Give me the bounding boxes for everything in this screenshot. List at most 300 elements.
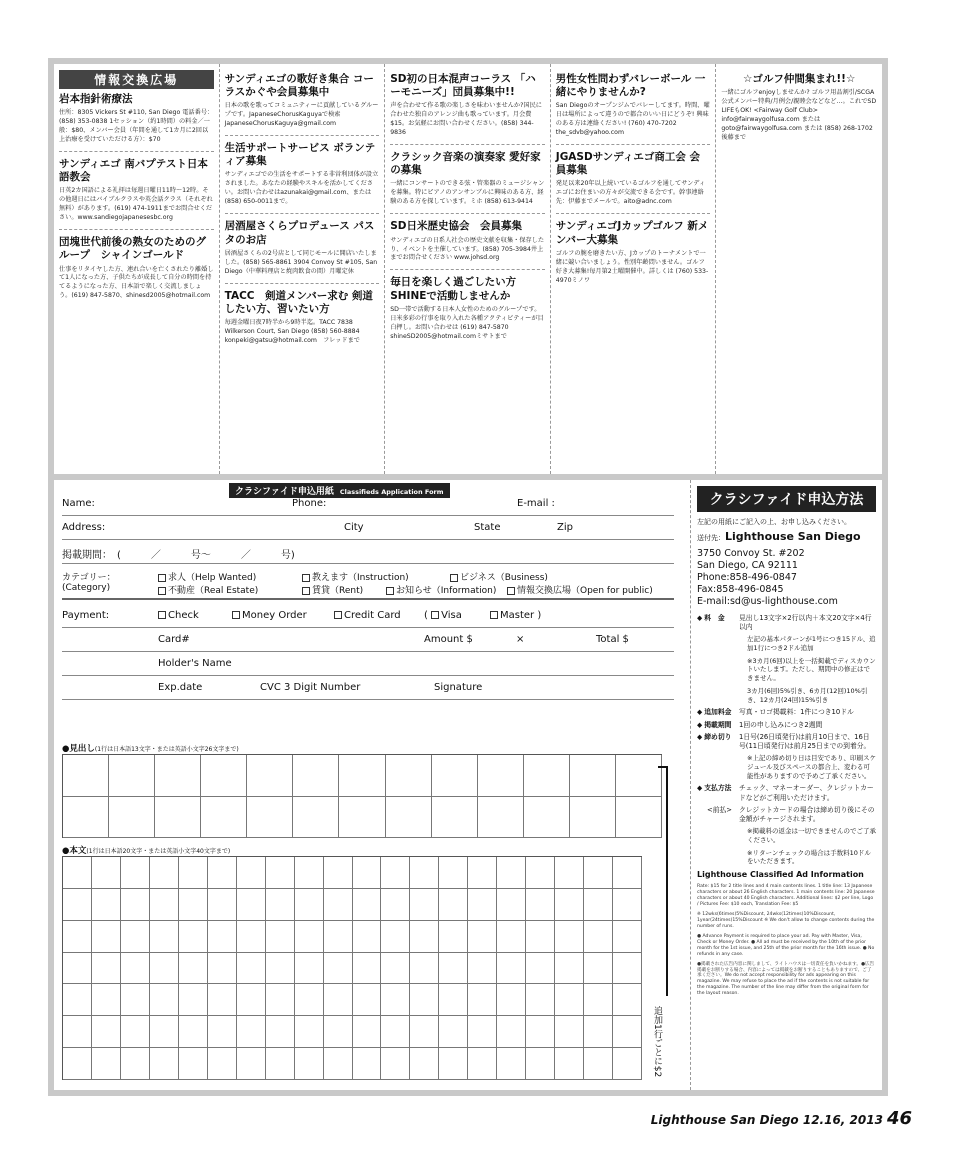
grid-cell[interactable]: [247, 755, 293, 797]
ad-body: 日英2カ国語による礼拝は毎週日曜日11時〜12時。その他週日にはバイブルクラスや英会話クラス（それぞれ無料）があります。(619) 474-1911までお問合せください。www.sandiegojapanesesbc.org: [59, 187, 213, 222]
grid-cell[interactable]: [179, 921, 208, 953]
ad-body: 声を合わせて作る歌の楽しさを味わいませんか?国民に合わせた独自のアレンジ曲も歌っています。月会費$15。お気軽にお問い合わせください。(858) 344-9836: [390, 102, 542, 137]
grid-cell[interactable]: [468, 1016, 497, 1048]
grid-cell[interactable]: [381, 889, 410, 921]
headline-title: ●見出し: [62, 744, 95, 754]
grid-cell[interactable]: [339, 797, 385, 839]
grid-cell[interactable]: [208, 953, 237, 985]
grid-cell[interactable]: [150, 953, 179, 985]
grid-cell[interactable]: [555, 921, 584, 953]
grid-cell[interactable]: [439, 921, 468, 953]
payment-credit-card[interactable]: [334, 610, 401, 621]
grid-cell[interactable]: [526, 921, 555, 953]
grid-cell[interactable]: [526, 857, 555, 889]
address-row: [62, 518, 674, 540]
category-row: [62, 566, 674, 600]
pay-note: ※掲載料の返金は一切できませんのでご了承ください。: [747, 827, 876, 844]
fee-text: 見出し13文字×2行以内＋本文20文字×4行以内: [739, 613, 872, 631]
grid-cell[interactable]: [121, 1048, 150, 1080]
english-info: ※ 12wks(6times)5%Discount, 24wks(12times)10%Discount, 1year(24times)15%Discount ※ We don't allow to change contents during the number of runs.: [697, 911, 875, 929]
grid-cell[interactable]: [237, 953, 266, 985]
card-number-field[interactable]: Card#: [158, 634, 190, 645]
grid-cell[interactable]: [150, 1048, 179, 1080]
grid-cell[interactable]: [179, 984, 208, 1016]
fee-note: 3カ月(6回)5%引き、6カ月(12回)10%引き、12カ月(24回)15%引き: [747, 686, 868, 704]
grid-cell[interactable]: [324, 889, 353, 921]
info-header: 情報交換広場: [59, 70, 214, 89]
grid-cell[interactable]: [208, 889, 237, 921]
grid-cell[interactable]: [237, 857, 266, 889]
grid-cell[interactable]: [63, 953, 92, 985]
category-real-estate[interactable]: [158, 583, 258, 596]
grid-cell[interactable]: [381, 1048, 410, 1080]
grid-cell[interactable]: [266, 984, 295, 1016]
phone-field[interactable]: Phone:: [292, 498, 327, 509]
grid-cell[interactable]: [324, 857, 353, 889]
grid-cell[interactable]: [432, 797, 478, 839]
grid-cell[interactable]: [208, 1016, 237, 1048]
holder-row: [62, 654, 674, 676]
state-field[interactable]: State: [474, 522, 501, 533]
grid-cell[interactable]: [353, 1048, 382, 1080]
grid-cell[interactable]: [208, 921, 237, 953]
payment-check[interactable]: [158, 610, 199, 621]
grid-cell[interactable]: [497, 984, 526, 1016]
grid-cell[interactable]: [150, 984, 179, 1016]
extra-label: 追加料金: [704, 708, 732, 717]
category-help-wanted[interactable]: [158, 570, 256, 583]
grid-cell[interactable]: [150, 1016, 179, 1048]
english-info: Rate: $15 for 2 title lines and 4 main contents lines. 1 title line: 13 Japanese characters or about 26 English characters. 1 main contents line: 20 Japanese characters or about 40 English characters. Additional lines: $2 per line, Logo / Pictures Fee: $10 each, Translation Fee: $5: [697, 883, 875, 907]
grid-cell[interactable]: [439, 984, 468, 1016]
checkbox[interactable]: [431, 611, 439, 619]
grid-cell[interactable]: [237, 921, 266, 953]
grid-cell[interactable]: [237, 1048, 266, 1080]
grid-cell[interactable]: [150, 889, 179, 921]
grid-cell[interactable]: [121, 889, 150, 921]
checkbox[interactable]: [334, 611, 342, 619]
grid-cell[interactable]: [295, 1048, 324, 1080]
headline-label: [62, 742, 239, 754]
checkbox-label: 賃貸（Rent): [312, 586, 364, 596]
info-exchange-section: [54, 64, 882, 474]
zip-field[interactable]: Zip: [557, 522, 573, 533]
grid-cell[interactable]: [468, 921, 497, 953]
grid-cell[interactable]: [201, 797, 247, 839]
grid-cell[interactable]: [266, 889, 295, 921]
application-form: [54, 480, 682, 1090]
grid-cell[interactable]: [324, 1016, 353, 1048]
grid-cell[interactable]: [295, 984, 324, 1016]
grid-cell[interactable]: [524, 797, 570, 839]
grid-cell[interactable]: [121, 1016, 150, 1048]
category-open-public[interactable]: [507, 583, 653, 596]
grid-cell[interactable]: [410, 921, 439, 953]
category-label: カテゴリー：: [62, 573, 116, 583]
grid-cell[interactable]: [324, 1048, 353, 1080]
grid-cell[interactable]: [410, 984, 439, 1016]
ad-title: 団塊世代前後の熟女のためのグループ シャインゴールド: [59, 236, 206, 262]
grid-cell[interactable]: [121, 953, 150, 985]
ad-body: 日本の歌を歌ってコミュニティーに貢献しているグループです。JapaneseChorusKaguyaで検索 JapaneseChorusKaguya@gmail.com: [224, 102, 379, 128]
ad-item: [225, 220, 380, 283]
ad-title: 居酒屋さくらプロデュース パスタのお店: [224, 220, 375, 246]
grid-cell[interactable]: [208, 984, 237, 1016]
grid-cell[interactable]: [324, 953, 353, 985]
grid-cell[interactable]: [295, 921, 324, 953]
checkbox[interactable]: [490, 611, 498, 619]
grid-cell[interactable]: [381, 857, 410, 889]
grid-cell[interactable]: [613, 857, 642, 889]
grid-cell[interactable]: [63, 921, 92, 953]
ad-body: San Diegoのオープンジムでバレーしてます。時間、曜日は場所によって違うので都合のいい日にどうぞ! 興味のある方は連絡ください! (760) 470-7202 the_sdvb@yahoo.com: [555, 102, 710, 137]
grid-cell[interactable]: [439, 889, 468, 921]
checkbox[interactable]: [386, 587, 394, 595]
checkbox[interactable]: [232, 611, 240, 619]
grid-cell[interactable]: [201, 755, 247, 797]
address-line: San Diego, CA 92111: [697, 560, 798, 572]
grid-cell[interactable]: [295, 889, 324, 921]
grid-cell[interactable]: [613, 984, 642, 1016]
checkbox-label: Check: [168, 610, 199, 621]
ad-item: [225, 290, 380, 352]
body-note: (1行は日本語20文字・または英語小文字40文字まで): [86, 848, 231, 855]
ad-body: サンディエゴの日系人社会の歴史文献を収集・保存したり、イベントを主催しています。(858) 705-3984井上までお問合せください www.johsd.org: [390, 236, 545, 262]
grid-cell[interactable]: [150, 857, 179, 889]
page-footer: [651, 1108, 912, 1129]
grid-cell[interactable]: [92, 1048, 121, 1080]
body-grid[interactable]: [62, 856, 642, 1080]
grid-cell[interactable]: [468, 889, 497, 921]
grid-cell[interactable]: [237, 1016, 266, 1048]
classified-page: [48, 58, 888, 1096]
grid-cell[interactable]: [555, 984, 584, 1016]
category-rent[interactable]: [302, 583, 363, 596]
ad-item: [556, 151, 711, 214]
email-field[interactable]: E-mail :: [517, 498, 555, 509]
checkbox[interactable]: [158, 587, 166, 595]
grid-cell[interactable]: [63, 889, 92, 921]
grid-cell[interactable]: [381, 1016, 410, 1048]
grid-cell[interactable]: [555, 953, 584, 985]
amount-field[interactable]: Amount $: [424, 634, 473, 645]
ad-item: [225, 73, 380, 136]
grid-cell[interactable]: [293, 797, 339, 839]
grid-cell[interactable]: [613, 889, 642, 921]
pay-label: 支払方法: [704, 784, 732, 793]
grid-cell[interactable]: [63, 984, 92, 1016]
grid-cell[interactable]: [613, 921, 642, 953]
grid-cell[interactable]: [295, 953, 324, 985]
ad-body: 毎週金曜日夜7時半から9時半迄。TACC 7838 Wilkerson Court, San Diego (858) 560-8884 konpeki@gatsu@hotmail.com フレッドまで: [224, 318, 360, 344]
grid-cell[interactable]: [247, 797, 293, 839]
ads-column-4: [551, 64, 717, 474]
checkbox-label: 不動産（Real Estate): [168, 586, 259, 596]
grid-cell[interactable]: [179, 953, 208, 985]
grid-cell[interactable]: [92, 857, 121, 889]
checkbox[interactable]: [158, 574, 166, 582]
payment-row: [62, 606, 674, 628]
grid-cell[interactable]: [497, 953, 526, 985]
grid-cell[interactable]: [497, 857, 526, 889]
payment-visa[interactable]: ( Visa: [424, 610, 462, 621]
grid-cell[interactable]: [613, 1048, 642, 1080]
ad-title: SD日米歴史協会 会員募集: [390, 220, 522, 233]
signature-field[interactable]: Signature: [434, 682, 483, 693]
extra-row: ◆ 追加料金 写真・ロゴ掲載料：1件につき10ドル: [697, 708, 854, 717]
grid-cell[interactable]: [266, 1048, 295, 1080]
grid-cell[interactable]: [410, 889, 439, 921]
grid-cell[interactable]: [555, 1016, 584, 1048]
grid-cell[interactable]: [324, 921, 353, 953]
grid-cell[interactable]: [237, 889, 266, 921]
name-field[interactable]: Name:: [62, 498, 95, 509]
grid-cell[interactable]: [584, 921, 613, 953]
grid-cell[interactable]: [266, 921, 295, 953]
grid-cell[interactable]: [410, 1016, 439, 1048]
grid-cell[interactable]: [295, 857, 324, 889]
checkbox[interactable]: [158, 611, 166, 619]
grid-cell[interactable]: [339, 755, 385, 797]
ad-body: SD一帯で活動する日本人女性のためのグループです。日米多彩の行事を取り入れた各種アクティビティーが目白押し。お問い合わせは (619) 847-5870 shineSD2005@hotmail.comミサトまで: [390, 305, 544, 340]
ad-item: [390, 151, 545, 214]
grid-cell[interactable]: [266, 857, 295, 889]
grid-cell[interactable]: [293, 755, 339, 797]
grid-cell[interactable]: [266, 1016, 295, 1048]
grid-cell[interactable]: [179, 1048, 208, 1080]
exp-date-field[interactable]: Exp.date: [158, 682, 203, 693]
grid-cell[interactable]: [150, 921, 179, 953]
ad-title: 毎日を楽しく過ごしたい方 SHINEで活動しませんか: [390, 276, 517, 302]
grid-cell[interactable]: [468, 984, 497, 1016]
grid-cell[interactable]: [92, 984, 121, 1016]
grid-cell[interactable]: [584, 953, 613, 985]
grid-cell[interactable]: [616, 755, 662, 797]
grid-cell[interactable]: [439, 953, 468, 985]
prepay-label: <前払>: [707, 805, 732, 814]
grid-cell[interactable]: [63, 755, 109, 797]
ad-title: SD初の日本混声コーラス 「ハーモニーズ」団員募集中!!: [390, 73, 536, 99]
grid-cell[interactable]: [570, 755, 616, 797]
checkbox[interactable]: [302, 574, 310, 582]
grid-cell[interactable]: [468, 1048, 497, 1080]
grid-cell[interactable]: [570, 797, 616, 839]
grid-cell[interactable]: [179, 857, 208, 889]
bracket-line: [666, 766, 668, 996]
checkbox-label: Money Order: [242, 610, 307, 621]
english-info: ● Advance Payment is required to place your ad. Pay with Master, Visa, Check or Money Order. ● All ad must be received by the 10th of the prior month for the 1st issue, and 25th of the prior month for the 16th issue. ● No refunds in any case.: [697, 933, 875, 957]
ad-title: ☆ゴルフ仲間集まれ!!☆: [742, 73, 856, 85]
ad-item: [556, 220, 711, 291]
body-label: [62, 844, 230, 856]
checkbox-label: 情報交換広場（Open for public): [517, 586, 653, 596]
city-field[interactable]: City: [344, 522, 364, 533]
deadline-text: 1日号(26日頃発行)は前月10日まで、16日号(11日頃発行)は前月25日までの到着分。: [739, 732, 871, 750]
ad-title: JGASDサンディエゴ商工会 会員募集: [555, 151, 701, 177]
grid-cell[interactable]: [208, 1048, 237, 1080]
grid-cell[interactable]: [353, 921, 382, 953]
ad-title: サンディエゴ 南バプテスト日本語教会: [59, 158, 208, 184]
grid-cell[interactable]: [497, 889, 526, 921]
cvc-field[interactable]: CVC 3 Digit Number: [260, 682, 361, 693]
grid-cell[interactable]: [613, 1016, 642, 1048]
grid-cell[interactable]: [353, 857, 382, 889]
grid-cell[interactable]: [616, 797, 662, 839]
grid-cell[interactable]: [555, 857, 584, 889]
grid-cell[interactable]: [121, 857, 150, 889]
checkbox[interactable]: [302, 587, 310, 595]
checkbox[interactable]: [507, 587, 515, 595]
grid-cell[interactable]: [555, 1048, 584, 1080]
grid-cell[interactable]: [584, 1016, 613, 1048]
fee-note: 左記の基本パターンが1号につき15ドル、追加1行につき2ドル追加: [747, 635, 876, 652]
grid-cell[interactable]: [439, 857, 468, 889]
grid-cell[interactable]: [92, 953, 121, 985]
howto-title: クラシファイド申込方法: [697, 486, 876, 512]
grid-cell[interactable]: [526, 889, 555, 921]
grid-cell[interactable]: [497, 1048, 526, 1080]
grid-cell[interactable]: [109, 755, 155, 797]
ad-body: 発足以来20年以上続いているゴルフを通してサンディエゴにお住まいの方々が交流できる会です。幹事連絡先：伊藤までメールで。aito@adnc.com: [555, 180, 706, 206]
grid-cell[interactable]: [584, 889, 613, 921]
checkbox-label: 求人（Help Wanted): [168, 573, 257, 583]
address-field[interactable]: Address:: [62, 522, 106, 533]
grid-cell[interactable]: [524, 755, 570, 797]
application-section: [54, 480, 882, 1090]
ad-title: TACC 剣道メンバー求む 剣道したい方、習いたい方: [224, 289, 373, 315]
grid-cell[interactable]: [478, 797, 524, 839]
grid-cell[interactable]: [439, 1048, 468, 1080]
grid-cell[interactable]: [353, 889, 382, 921]
ads-column-3: [385, 64, 551, 474]
grid-cell[interactable]: [381, 984, 410, 1016]
grid-cell[interactable]: [555, 889, 584, 921]
grid-cell[interactable]: [92, 1016, 121, 1048]
grid-cell[interactable]: [179, 889, 208, 921]
ad-body: 一緒にコンサートのできる弦・管楽器のミュージシャンを募集。特にピアノのアンサンブルに興味のある方、経験のある方を探しています。ミホ (858) 613-9414: [390, 180, 545, 206]
mailing-address: [697, 548, 876, 607]
ads-column-2: [220, 64, 386, 474]
grid-cell[interactable]: [478, 755, 524, 797]
ad-title: 生活サポートサービス ボランティア募集: [224, 142, 376, 168]
grid-cell[interactable]: [381, 953, 410, 985]
pay-note: ※リターンチェックの場合は手数料10ドルをいただきます。: [747, 848, 871, 866]
send-label: 送付先：: [697, 534, 725, 543]
grid-cell[interactable]: [584, 1048, 613, 1080]
grid-cell[interactable]: [63, 857, 92, 889]
grid-cell[interactable]: [109, 797, 155, 839]
grid-cell[interactable]: [92, 921, 121, 953]
page-number: 46: [886, 1108, 912, 1129]
payment-master[interactable]: [490, 610, 541, 621]
checkbox[interactable]: [450, 574, 458, 582]
payment-money-order[interactable]: [232, 610, 307, 621]
grid-cell[interactable]: [324, 984, 353, 1016]
grid-cell[interactable]: [353, 984, 382, 1016]
grid-cell[interactable]: [386, 755, 432, 797]
grid-cell[interactable]: [295, 1016, 324, 1048]
times-sign: ×: [516, 634, 525, 645]
grid-cell[interactable]: [526, 1016, 555, 1048]
send-name: Lighthouse San Diego: [725, 530, 861, 544]
grid-cell[interactable]: [63, 797, 109, 839]
checkbox-label: Visa: [441, 610, 462, 621]
category-information[interactable]: [386, 583, 496, 596]
grid-cell[interactable]: [410, 953, 439, 985]
magazine-issue: Lighthouse San Diego 12.16, 2013: [650, 1113, 883, 1127]
grid-cell[interactable]: [410, 857, 439, 889]
ad-title: クラシック音楽の演奏家 愛好家の募集: [390, 151, 541, 177]
holder-name-field[interactable]: Holder's Name: [158, 658, 232, 669]
period-row: [62, 542, 674, 564]
ads-column-5: [716, 64, 882, 474]
grid-cell[interactable]: [237, 984, 266, 1016]
ad-body: 住所：8305 Vickers St #110, San Diego 電話番号：(858) 353-0838 1セッション（約1時間）の料金／一般：$80、メンバー会員（年間を通して1カ月に2回以上治療を受けていただける方）：$70: [59, 109, 214, 144]
fee-note: ※3カ月(6回)以上を一括掲載でディスカウントいたします。ただし、期間中の修正はできません。: [747, 656, 876, 683]
period-info-row: ◆ 掲載期間 1回の申し込みにつき2週間: [697, 720, 823, 729]
ad-body: 一緒にゴルフenjoyしませんか? ゴルフ用品割引/SCGA公式メンバー特典/月例会/親睦会などなど…。これでSD LIFEもOK! <Fairway Golf Club> info@fairwaygolfusa.com または goto@fairwaygolfusa.com または (858) 268-1702後藤まで: [721, 89, 877, 142]
grid-cell[interactable]: [410, 1048, 439, 1080]
ad-body: 仕事をリタイヤした方、連れ合いを亡くされたり離婚して1人になった方、子供たちが成長して自分の時間を持てるようになった方、日本語で楽しく交流しましょう。(619) 847-5870、shinesd2005@hotmail.com: [59, 265, 214, 300]
grid-cell[interactable]: [439, 1016, 468, 1048]
grid-cell[interactable]: [63, 1048, 92, 1080]
grid-cell[interactable]: [526, 1048, 555, 1080]
checkbox-label: Credit Card: [344, 610, 401, 621]
grid-cell[interactable]: [526, 984, 555, 1016]
grid-cell[interactable]: [353, 953, 382, 985]
add-line-note: 追加1行ごとに$2: [652, 1006, 662, 1078]
ad-item: [225, 142, 380, 214]
period-field[interactable]: 掲載期間： ( ／ 号〜 ／ 号): [62, 550, 295, 561]
grid-cell[interactable]: [468, 857, 497, 889]
grid-cell[interactable]: [208, 857, 237, 889]
ad-title: サンディエゴJカップゴルフ 新メンバー大募集: [555, 220, 709, 246]
checkbox-label: 教えます（Instruction): [312, 573, 409, 583]
grid-cell[interactable]: [526, 953, 555, 985]
grid-cell[interactable]: [121, 921, 150, 953]
grid-cell[interactable]: [353, 1016, 382, 1048]
grid-cell[interactable]: [179, 1016, 208, 1048]
ad-item: [390, 73, 545, 145]
period-label: 掲載期間: [704, 720, 732, 729]
ad-title: 男性女性問わずバレーボール 一緒にやりませんか?: [555, 73, 706, 99]
grid-cell[interactable]: [92, 889, 121, 921]
grid-cell[interactable]: [63, 1016, 92, 1048]
ad-item: [59, 236, 214, 307]
category-business[interactable]: [450, 570, 548, 583]
grid-cell[interactable]: [432, 755, 478, 797]
grid-cell[interactable]: [155, 755, 201, 797]
category-instruction[interactable]: [302, 570, 409, 583]
grid-cell[interactable]: [584, 984, 613, 1016]
grid-cell[interactable]: [386, 797, 432, 839]
headline-note: (1行は日本語13文字・または英語小文字26文字まで): [94, 746, 239, 753]
headline-grid[interactable]: [62, 754, 662, 838]
total-field[interactable]: Total $: [596, 634, 629, 645]
grid-cell[interactable]: [613, 953, 642, 985]
pay-text: チェック、マネーオーダー、クレジットカードなどがご利用いただけます。: [739, 784, 874, 802]
grid-cell[interactable]: [584, 857, 613, 889]
grid-cell[interactable]: [121, 984, 150, 1016]
body-title: ●本文: [62, 846, 87, 856]
grid-cell[interactable]: [497, 921, 526, 953]
ad-item: [59, 93, 214, 152]
grid-cell[interactable]: [468, 953, 497, 985]
grid-cell[interactable]: [497, 1016, 526, 1048]
grid-cell[interactable]: [381, 921, 410, 953]
grid-cell[interactable]: [266, 953, 295, 985]
grid-cell[interactable]: [155, 797, 201, 839]
